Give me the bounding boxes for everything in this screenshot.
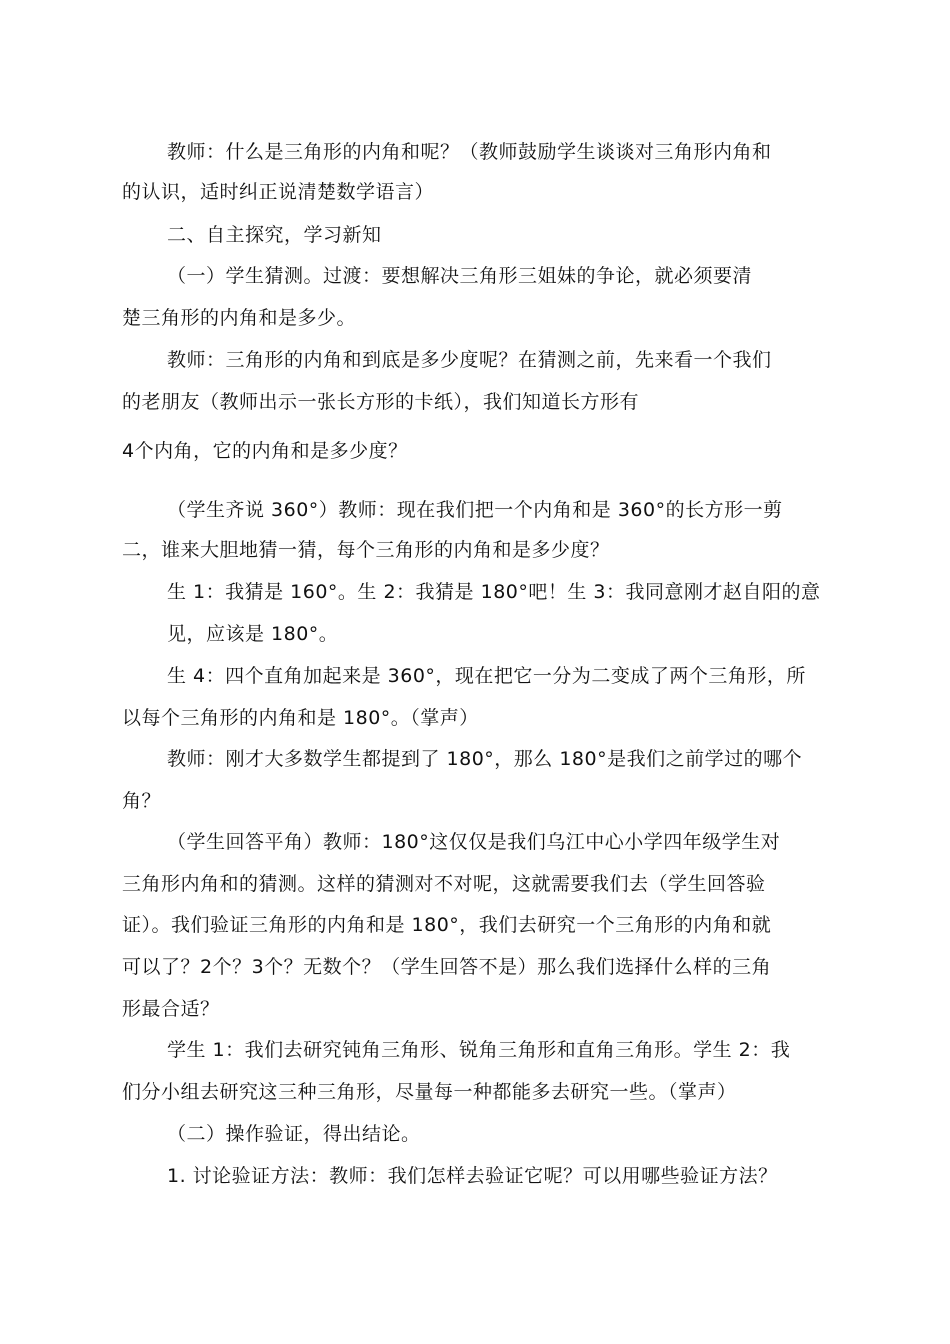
paragraph-line: （学生齐说 360°）教师：现在我们把一个内角和是 360°的长方形一剪 — [167, 499, 783, 521]
paragraph-line: 生 4：四个直角加起来是 360°，现在把它一分为二变成了两个三角形，所 — [167, 665, 806, 687]
subsection-heading: （二）操作验证，得出结论。 — [167, 1123, 421, 1145]
paragraph-line: 可以了？2个？3个？无数个？（学生回答不是）那么我们选择什么样的三角 — [122, 956, 772, 978]
section-heading: 二、自主探究，学习新知 — [167, 224, 382, 246]
paragraph-line: 生 1：我猜是 160°。生 2：我猜是 180°吧！生 3：我同意刚才赵自阳的意 — [167, 581, 821, 603]
paragraph-line: 楚三角形的内角和是多少。 — [122, 307, 357, 329]
paragraph-line: （学生回答平角）教师：180°这仅仅是我们乌江中心小学四年级学生对 — [167, 831, 781, 853]
paragraph-line: 证）。我们验证三角形的内角和是 180°，我们去研究一个三角形的内角和就 — [122, 914, 772, 936]
list-item: 1. 讨论验证方法：教师：我们怎样去验证它呢？可以用哪些验证方法？ — [167, 1165, 778, 1187]
paragraph-line: 二，谁来大胆地猜一猜，每个三角形的内角和是多少度？ — [122, 539, 610, 561]
paragraph-line: 们分小组去研究这三种三角形，尽量每一种都能多去研究一些。（掌声） — [122, 1081, 737, 1103]
paragraph-line: 的认识，适时纠正说清楚数学语言） — [122, 181, 435, 203]
paragraph-line: 教师：什么是三角形的内角和呢？（教师鼓励学生谈谈对三角形内角和 — [167, 141, 772, 163]
paragraph-line: 三角形内角和的猜测。这样的猜测对不对呢，这就需要我们去（学生回答验 — [122, 873, 766, 895]
paragraph-line: 4个内角，它的内角和是多少度？ — [122, 440, 408, 462]
paragraph-line: 角？ — [122, 790, 162, 812]
paragraph-line: 学生 1：我们去研究钝角三角形、锐角三角形和直角三角形。学生 2：我 — [167, 1039, 791, 1061]
paragraph-line: 见，应该是 180°。 — [167, 623, 339, 645]
paragraph-line: 教师：三角形的内角和到底是多少度呢？在猜测之前，先来看一个我们 — [167, 349, 772, 371]
paragraph-line: 教师：刚才大多数学生都提到了 180°，那么 180°是我们之前学过的哪个 — [167, 748, 803, 770]
paragraph-line: 的老朋友（教师出示一张长方形的卡纸），我们知道长方形有 — [122, 391, 640, 413]
subsection-heading: （一）学生猜测。过渡：要想解决三角形三姐妹的争论，就必须要清 — [167, 265, 753, 287]
paragraph-line: 以每个三角形的内角和是 180°。（掌声） — [122, 707, 479, 729]
paragraph-line: 形最合适？ — [122, 998, 220, 1020]
